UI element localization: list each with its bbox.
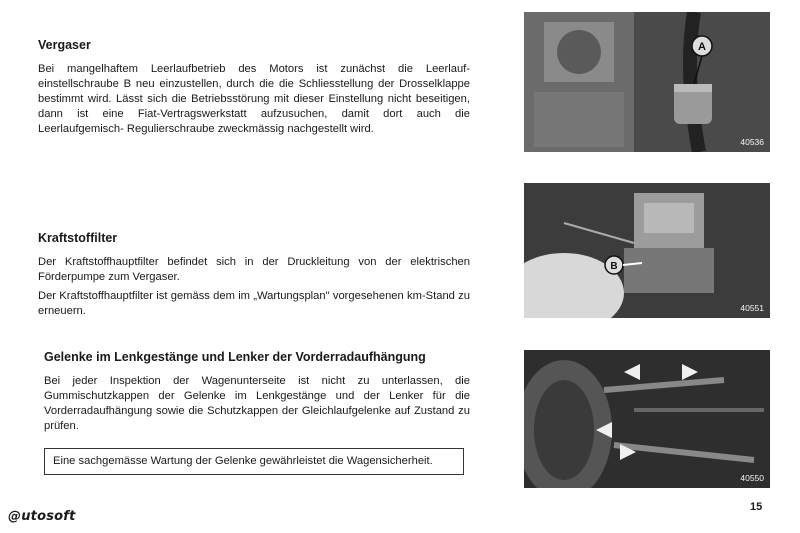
photo-reference-number: 40536 — [740, 137, 764, 147]
photo-carburetor-screw — [524, 183, 770, 318]
section-paragraph: Bei jeder Inspektion der Wagenunterseite ist nicht zu unterlassen, die Gummischutzkappen der Gelenke im Lenkgestänge und der Lenker für die Vorderradaufhängung sowie die Schutzkappen der Gleichlaufgelenke auf Zustand zu prüfen. — [44, 375, 470, 432]
section-kraftstoffilter — [38, 231, 470, 319]
section-paragraph: Der Kraftstoffhauptfilter ist gemäss dem im „Wartungsplan" vorgesehenen km-Stand zu erneuern. — [38, 290, 470, 317]
section-heading: Kraftstoffilter — [38, 231, 118, 245]
page-number: 15 — [750, 501, 763, 513]
section-heading: Gelenke im Lenkgestänge und Lenker der Vorderradaufhängung — [44, 350, 426, 364]
photo-carburetor-filter — [524, 12, 770, 152]
photo-front-suspension — [524, 350, 770, 488]
photo-reference-number: 40550 — [740, 473, 764, 483]
callout-label: B — [610, 261, 618, 272]
section-paragraph: Der Kraftstoffhauptfilter befindet sich in der Druckleitung von der elektrischen Förderpumpe zum Vergaser. — [38, 256, 470, 283]
autosoft-logo: @utosoft — [8, 509, 76, 524]
front-suspension-illustration — [524, 350, 770, 488]
section-vergaser — [38, 38, 470, 137]
callout-label: A — [698, 41, 706, 53]
carburetor-screw-illustration — [524, 183, 770, 318]
section-gelenke — [44, 350, 470, 434]
section-paragraph: Bei mangelhaftem Leerlaufbetrieb des Motors ist zunächst die Leerlauf-einstellschraube B neu einzustellen, durch die die Schliesstellung der Drosselklappe bestimmt wird. Lässt sich die Betriebsstörung mit dieser Einstellung nicht beseitigen, dann ist eine Fiat-Vertragswerkstatt aufzusuchen, damit dort auch die Leerlaufgemisch- Regulierschraube zweckmässig nachgestellt wird. — [38, 63, 470, 135]
notice-box: Eine sachgemässe Wartung der Gelenke gewährleistet die Wagensicherheit. — [44, 448, 464, 475]
section-heading: Vergaser — [38, 38, 91, 52]
photo-reference-number: 40551 — [740, 303, 764, 313]
carburetor-filter-illustration — [524, 12, 770, 152]
